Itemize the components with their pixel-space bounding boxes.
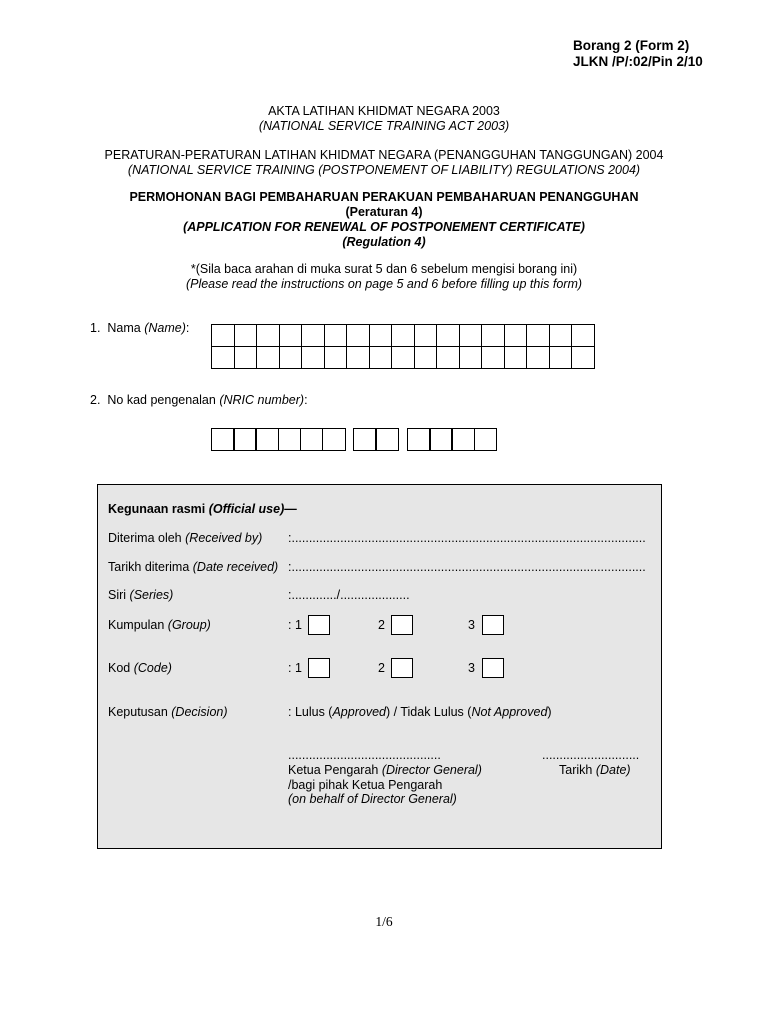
group-option-2-label: 2	[378, 618, 385, 632]
on-behalf-en: (on behalf of Director General)	[288, 792, 457, 806]
group-option-3-label: 3	[468, 618, 475, 632]
nric-input-place[interactable]	[353, 428, 399, 451]
code-checkbox-2[interactable]	[391, 658, 413, 678]
series-label: Siri (Series)	[108, 588, 174, 602]
group-checkbox-3[interactable]	[482, 615, 504, 635]
act-title	[0, 104, 768, 134]
group-label: Kumpulan (Group)	[108, 618, 211, 632]
group-checkbox-1[interactable]	[308, 615, 330, 635]
group-checkbox-2[interactable]	[391, 615, 413, 635]
code-option-1-label: : 1	[288, 661, 302, 675]
code-checkbox-3[interactable]	[482, 658, 504, 678]
group-option-1-label: : 1	[288, 618, 302, 632]
regulation-title	[0, 148, 768, 178]
director-general-label: Ketua Pengarah (Director General)	[288, 763, 482, 777]
act-title-en: (NATIONAL SERVICE TRAINING ACT 2003)	[258, 119, 510, 133]
form-title-en: (APPLICATION FOR RENEWAL OF POSTPONEMENT CERTIFICATE)	[183, 220, 585, 234]
act-title-ms: AKTA LATIHAN KHIDMAT NEGARA 2003	[268, 104, 500, 118]
nric-input-birthdate[interactable]	[211, 428, 346, 451]
nric-input-serial[interactable]	[407, 428, 497, 451]
page-number: 1/6	[375, 914, 393, 929]
received-by-label: Diterima oleh (Received by)	[108, 531, 263, 545]
decision-approved[interactable]: Approved	[332, 705, 386, 719]
form-title	[0, 190, 768, 250]
date-signature-line[interactable]: ............................	[542, 748, 640, 762]
name-row-2[interactable]	[212, 347, 595, 369]
instruction-ms: *(Sila baca arahan di muka surat 5 dan 6 sebelum mengisi borang ini)	[190, 262, 578, 276]
code-option-3-label: 3	[468, 661, 475, 675]
instruction-en: (Please read the instructions on page 5 and 6 before filling up this form)	[185, 277, 583, 291]
official-use-panel	[97, 484, 662, 849]
date-label: Tarikh (Date)	[559, 763, 631, 777]
nric-label: 2. No kad pengenalan (NRIC number):	[90, 393, 308, 407]
name-label: 1. Nama (Name):	[90, 321, 190, 335]
form-number: Borang 2 (Form 2)	[573, 38, 690, 53]
code-option-2-label: 2	[378, 661, 385, 675]
name-input-grid[interactable]	[211, 324, 595, 369]
instructions	[0, 262, 768, 292]
regulation-title-en: (NATIONAL SERVICE TRAINING (POSTPONEMENT OF LIABILITY) REGULATIONS 2004)	[127, 163, 641, 177]
date-received-field[interactable]: :......................................................................................................	[288, 560, 646, 574]
series-field[interactable]: :............./....................	[288, 588, 410, 602]
form-code: JLKN /P/:02/Pin 2/10	[573, 54, 703, 69]
code-label: Kod (Code)	[108, 661, 172, 675]
decision-value: : Lulus (Approved) / Tidak Lulus (Not Approved)	[288, 705, 552, 719]
code-checkbox-1[interactable]	[308, 658, 330, 678]
form-title-reg-en: (Regulation 4)	[342, 235, 426, 249]
date-received-label: Tarikh diterima (Date received)	[108, 560, 279, 574]
regulation-title-ms: PERATURAN-PERATURAN LATIHAN KHIDMAT NEGARA (PENANGGUHAN TANGGUNGAN) 2004	[104, 148, 664, 162]
name-row-1[interactable]	[212, 325, 595, 347]
decision-label: Keputusan (Decision)	[108, 705, 228, 719]
on-behalf-ms: /bagi pihak Ketua Pengarah	[288, 778, 443, 792]
form-title-ms: PERMOHONAN BAGI PEMBAHARUAN PERAKUAN PEMBAHARUAN PENANGGUHAN	[129, 190, 639, 204]
received-by-field[interactable]: :......................................................................................................	[288, 531, 646, 545]
form-title-reg-ms: (Peraturan 4)	[345, 205, 423, 219]
official-use-heading: Kegunaan rasmi (Official use)—	[108, 502, 297, 516]
form-reference	[573, 38, 703, 70]
decision-not-approved[interactable]: Not Approved	[471, 705, 548, 719]
director-signature-line[interactable]: ............................................	[288, 748, 441, 762]
